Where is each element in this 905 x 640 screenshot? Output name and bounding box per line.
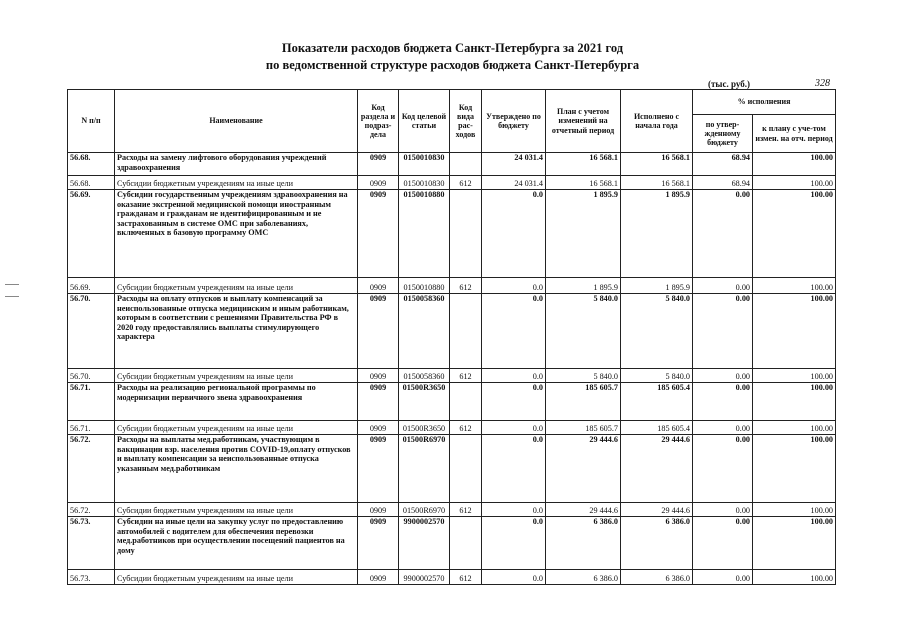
row-target-code: 0150010880 — [399, 190, 450, 278]
row-pct-plan: 100.00 — [753, 369, 836, 383]
header-pct-plan: к плану с уче-том измен. на отч. период — [753, 115, 836, 153]
table-row — [68, 383, 836, 421]
row-number: 56.72. — [68, 503, 115, 517]
header-pct-approved: по утвер-жденному бюджету — [693, 115, 753, 153]
row-pct-plan: 100.00 — [753, 294, 836, 369]
row-executed: 185 605.4 — [621, 421, 693, 435]
row-name: Расходы на реализацию региональной программы по модернизации первичного звена здравоохранения — [115, 383, 358, 421]
header-section: Код раздела и подраз-дела — [358, 90, 399, 153]
header-approved: Утверждено по бюджету — [482, 90, 546, 153]
row-pct-plan: 100.00 — [753, 570, 836, 585]
row-section-code: 0909 — [358, 278, 399, 294]
margin-mark — [5, 284, 19, 285]
row-plan: 16 568.1 — [546, 153, 621, 176]
row-plan: 5 840.0 — [546, 294, 621, 369]
row-pct-approved: 0.00 — [693, 517, 753, 570]
row-target-code: 01500R6970 — [399, 503, 450, 517]
row-number: 56.70. — [68, 294, 115, 369]
row-executed: 6 386.0 — [621, 517, 693, 570]
row-executed: 16 568.1 — [621, 176, 693, 190]
row-name: Субсидии бюджетным учреждениям на иные цели — [115, 421, 358, 435]
expenditure-table — [67, 89, 836, 585]
header-plan: План с учетом изменений на отчетный период — [546, 90, 621, 153]
row-kind-code: 612 — [450, 369, 482, 383]
row-name: Субсидии бюджетным учреждениям на иные цели — [115, 570, 358, 585]
row-target-code: 9900002570 — [399, 570, 450, 585]
row-approved: 0.0 — [482, 278, 546, 294]
table-row — [68, 176, 836, 190]
row-section-code: 0909 — [358, 383, 399, 421]
row-target-code: 0150010830 — [399, 176, 450, 190]
row-section-code: 0909 — [358, 190, 399, 278]
row-name: Расходы на замену лифтового оборудования учреждений здравоохранения — [115, 153, 358, 176]
row-pct-approved: 0.00 — [693, 570, 753, 585]
row-kind-code — [450, 294, 482, 369]
row-name: Субсидии бюджетным учреждениям на иные цели — [115, 369, 358, 383]
row-pct-approved: 0.00 — [693, 435, 753, 503]
row-plan: 6 386.0 — [546, 517, 621, 570]
row-approved: 0.0 — [482, 570, 546, 585]
row-section-code: 0909 — [358, 294, 399, 369]
header-kind: Код вида рас-ходов — [450, 90, 482, 153]
row-approved: 24 031.4 — [482, 176, 546, 190]
row-approved: 0.0 — [482, 435, 546, 503]
row-name: Субсидии государственным учреждениям здравоохранения на оказание экстренной медицинской помощи иностранным гражданам и гражданам не идентифицированным и не застрахованным в системе ОМС при заболеваниях, включенных в базовую программу ОМС — [115, 190, 358, 278]
row-number: 56.68. — [68, 153, 115, 176]
row-approved: 0.0 — [482, 294, 546, 369]
row-pct-approved: 68.94 — [693, 153, 753, 176]
row-pct-approved: 0.00 — [693, 278, 753, 294]
row-approved: 0.0 — [482, 369, 546, 383]
row-number: 56.71. — [68, 421, 115, 435]
table-row — [68, 369, 836, 383]
row-name: Субсидии на иные цели на закупку услуг по предоставлению автомобилей с водителем для обеспечения перевозки мед.работников при осуществлении посещений пациентов на дому — [115, 517, 358, 570]
row-number: 56.73. — [68, 570, 115, 585]
row-pct-approved: 0.00 — [693, 503, 753, 517]
row-target-code: 0150010830 — [399, 153, 450, 176]
row-pct-plan: 100.00 — [753, 383, 836, 421]
row-section-code: 0909 — [358, 435, 399, 503]
row-executed: 29 444.6 — [621, 503, 693, 517]
row-number: 56.72. — [68, 435, 115, 503]
row-number: 56.71. — [68, 383, 115, 421]
row-section-code: 0909 — [358, 421, 399, 435]
row-section-code: 0909 — [358, 153, 399, 176]
row-target-code: 0150058360 — [399, 369, 450, 383]
row-executed: 6 386.0 — [621, 570, 693, 585]
row-plan: 1 895.9 — [546, 190, 621, 278]
row-target-code: 01500R3650 — [399, 383, 450, 421]
row-name: Субсидии бюджетным учреждениям на иные цели — [115, 503, 358, 517]
table-body — [68, 153, 836, 585]
row-executed: 16 568.1 — [621, 153, 693, 176]
row-pct-approved: 0.00 — [693, 294, 753, 369]
row-name: Расходы на оплату отпусков и выплату компенсаций за неиспользованные отпуска медицинским и иным работникам, которым в соответствии с решениями Правительства РФ в 2020 году предоставлялись выплаты стимулирующего характера — [115, 294, 358, 369]
row-approved: 0.0 — [482, 421, 546, 435]
row-section-code: 0909 — [358, 369, 399, 383]
row-number: 56.70. — [68, 369, 115, 383]
row-name: Субсидии бюджетным учреждениям на иные цели — [115, 278, 358, 294]
row-pct-approved: 0.00 — [693, 369, 753, 383]
row-kind-code — [450, 383, 482, 421]
row-pct-approved: 0.00 — [693, 421, 753, 435]
row-approved: 0.0 — [482, 503, 546, 517]
row-section-code: 0909 — [358, 570, 399, 585]
row-pct-approved: 68.94 — [693, 176, 753, 190]
table-row — [68, 190, 836, 278]
row-plan: 1 895.9 — [546, 278, 621, 294]
margin-mark — [5, 296, 19, 297]
row-kind-code: 612 — [450, 421, 482, 435]
row-kind-code: 612 — [450, 278, 482, 294]
row-section-code: 0909 — [358, 503, 399, 517]
row-pct-plan: 100.00 — [753, 517, 836, 570]
row-plan: 5 840.0 — [546, 369, 621, 383]
row-pct-plan: 100.00 — [753, 421, 836, 435]
row-pct-plan: 100.00 — [753, 435, 836, 503]
row-kind-code — [450, 190, 482, 278]
page-subtitle: по ведомственной структуре расходов бюджета Санкт-Петербурга — [265, 58, 640, 72]
row-pct-plan: 100.00 — [753, 190, 836, 278]
row-target-code: 01500R3650 — [399, 421, 450, 435]
header-pct: % исполнения — [693, 90, 836, 115]
header-name: Наименование — [115, 90, 358, 153]
table-row — [68, 421, 836, 435]
row-kind-code — [450, 153, 482, 176]
page-number: 328 — [815, 78, 830, 89]
table-row — [68, 517, 836, 570]
header-executed: Исполнено с начала года — [621, 90, 693, 153]
table-row — [68, 570, 836, 585]
row-target-code: 01500R6970 — [399, 435, 450, 503]
row-pct-plan: 100.00 — [753, 176, 836, 190]
units-label: (тыс. руб.) — [708, 79, 750, 89]
row-kind-code: 612 — [450, 570, 482, 585]
row-executed: 5 840.0 — [621, 294, 693, 369]
row-pct-plan: 100.00 — [753, 503, 836, 517]
row-target-code: 0150010880 — [399, 278, 450, 294]
row-plan: 29 444.6 — [546, 503, 621, 517]
row-kind-code — [450, 517, 482, 570]
row-approved: 0.0 — [482, 383, 546, 421]
row-plan: 185 605.7 — [546, 421, 621, 435]
row-plan: 6 386.0 — [546, 570, 621, 585]
row-pct-approved: 0.00 — [693, 190, 753, 278]
row-name: Расходы на выплаты мед.работникам, участвующим в вакцинации взр. населения против COVID-19,оплату отпусков и выплату компенсации за неиспользованные отпуска указанным мед.работникам — [115, 435, 358, 503]
row-plan: 185 605.7 — [546, 383, 621, 421]
row-number: 56.68. — [68, 176, 115, 190]
row-plan: 16 568.1 — [546, 176, 621, 190]
table-row — [68, 503, 836, 517]
row-section-code: 0909 — [358, 176, 399, 190]
row-executed: 5 840.0 — [621, 369, 693, 383]
header-target: Код целевой статьи — [399, 90, 450, 153]
row-executed: 29 444.6 — [621, 435, 693, 503]
table-row — [68, 278, 836, 294]
row-name: Субсидии бюджетным учреждениям на иные цели — [115, 176, 358, 190]
row-number: 56.73. — [68, 517, 115, 570]
row-kind-code — [450, 435, 482, 503]
row-number: 56.69. — [68, 190, 115, 278]
page-title: Показатели расходов бюджета Санкт-Петербурга за 2021 год — [281, 41, 624, 55]
row-pct-plan: 100.00 — [753, 153, 836, 176]
table-row — [68, 153, 836, 176]
row-target-code: 0150058360 — [399, 294, 450, 369]
row-executed: 1 895.9 — [621, 190, 693, 278]
table-row — [68, 435, 836, 503]
row-executed: 1 895.9 — [621, 278, 693, 294]
row-kind-code: 612 — [450, 176, 482, 190]
row-kind-code: 612 — [450, 503, 482, 517]
header-num: N п/п — [68, 90, 115, 153]
row-pct-plan: 100.00 — [753, 278, 836, 294]
row-plan: 29 444.6 — [546, 435, 621, 503]
row-approved: 0.0 — [482, 190, 546, 278]
row-target-code: 9900002570 — [399, 517, 450, 570]
table-row — [68, 294, 836, 369]
row-pct-approved: 0.00 — [693, 383, 753, 421]
row-executed: 185 605.4 — [621, 383, 693, 421]
row-approved: 24 031.4 — [482, 153, 546, 176]
row-section-code: 0909 — [358, 517, 399, 570]
row-approved: 0.0 — [482, 517, 546, 570]
row-number: 56.69. — [68, 278, 115, 294]
